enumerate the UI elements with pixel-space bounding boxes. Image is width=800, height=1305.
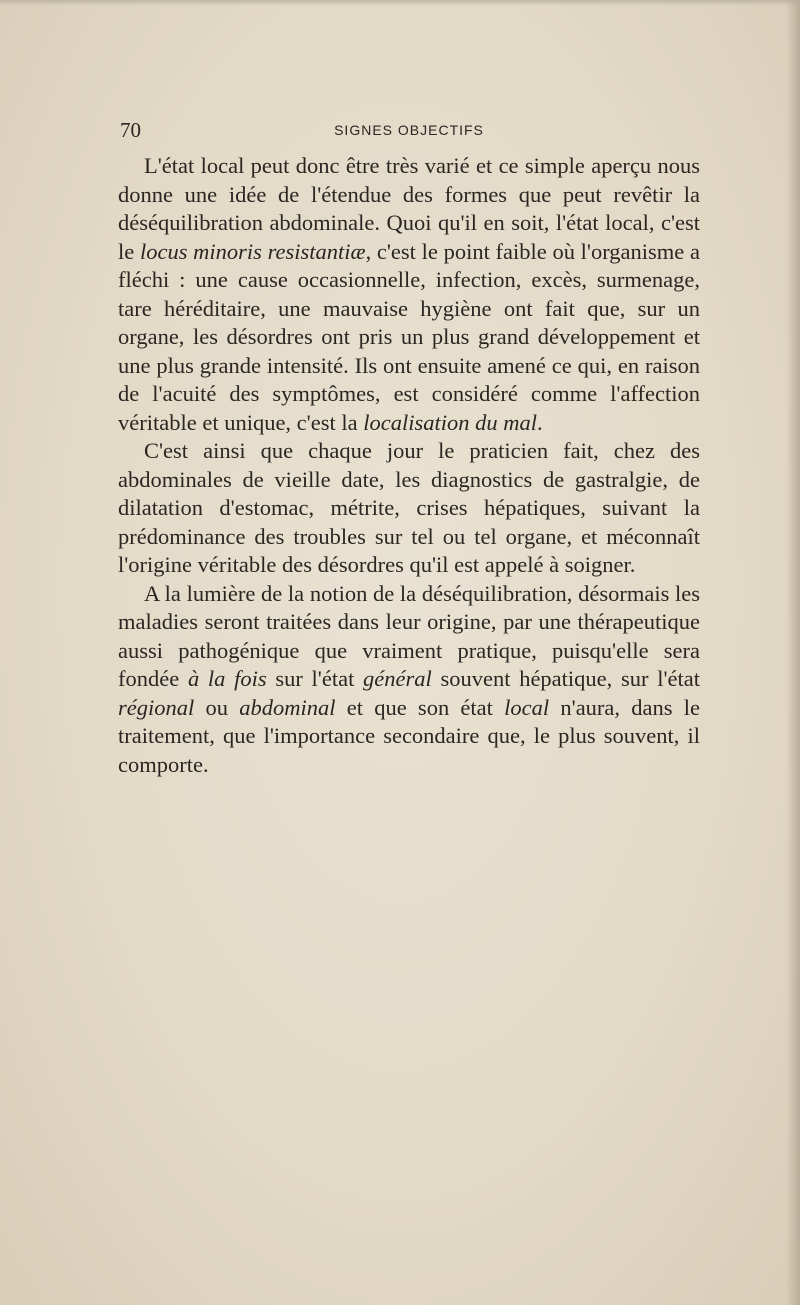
italic-phrase: locus minoris resistantiæ xyxy=(139,238,366,264)
italic-phrase: à la fois xyxy=(187,666,267,691)
italic-phrase: localisation du mal xyxy=(363,409,537,435)
text-run: L'état local peut donc être très varié et ce simple aperçu nous donne une idée de l'étendue des formes que peut revêtir la déséquilibration abdominale. Quoi qu'il en soit, l'état local, c'est le xyxy=(118,153,700,264)
text-run: A la lumière de la notion de la déséquilibration, désormais les maladies seront traitées dans leur origine, par une thérapeutique aussi pathogénique que vraiment pratique, puisqu'elle sera fondée xyxy=(118,580,700,691)
text-run: et que son état xyxy=(335,694,505,720)
page-right-edge xyxy=(786,0,800,1305)
italic-phrase: local xyxy=(504,694,550,720)
running-head: SIGNES OBJECTIFS xyxy=(334,122,484,138)
text-run: , c'est le point faible où l'organisme a fléchi : une cause occasionnelle, infection, excès, surmenage, tare héréditaire, une mauvaise hygiène ont fait que, sur un organe, les désordres ont pris un plus grand développement et une plus grande intensité. Ils ont ensuite amené ce qui, en raison de l'acuité des symptômes, est considéré comme l'affection véritable et unique, c'est la xyxy=(118,238,700,435)
paragraph-1 xyxy=(118,152,700,437)
italic-phrase: général xyxy=(363,666,432,691)
text-run: C'est ainsi que chaque jour le praticien fait, chez des abdominales de vieille date, les diagnostics de gastralgie, de dilatation d'estomac, métrite, crises hépatiques, suivant la prédominance des troubles sur tel ou tel organe, et méconnaît l'origine véritable des désordres qu'il est appelé à soigner. xyxy=(118,438,700,577)
text-run: souvent hépatique, sur l'état xyxy=(431,666,700,691)
page-header xyxy=(120,118,698,144)
italic-phrase: régional xyxy=(118,694,195,720)
paragraph-2 xyxy=(118,437,700,580)
page-top-edge xyxy=(0,0,800,6)
italic-phrase: abdominal xyxy=(239,694,336,720)
paragraph-3 xyxy=(118,580,700,780)
text-run: n'aura, dans le traitement, que l'importance secondaire que, le plus souvent, il comporte. xyxy=(118,694,700,777)
page-number: 70 xyxy=(120,118,141,142)
body-text xyxy=(118,152,700,779)
text-run: ou xyxy=(194,694,240,720)
text-run: . xyxy=(536,409,543,435)
text-run: sur l'état xyxy=(266,666,364,691)
